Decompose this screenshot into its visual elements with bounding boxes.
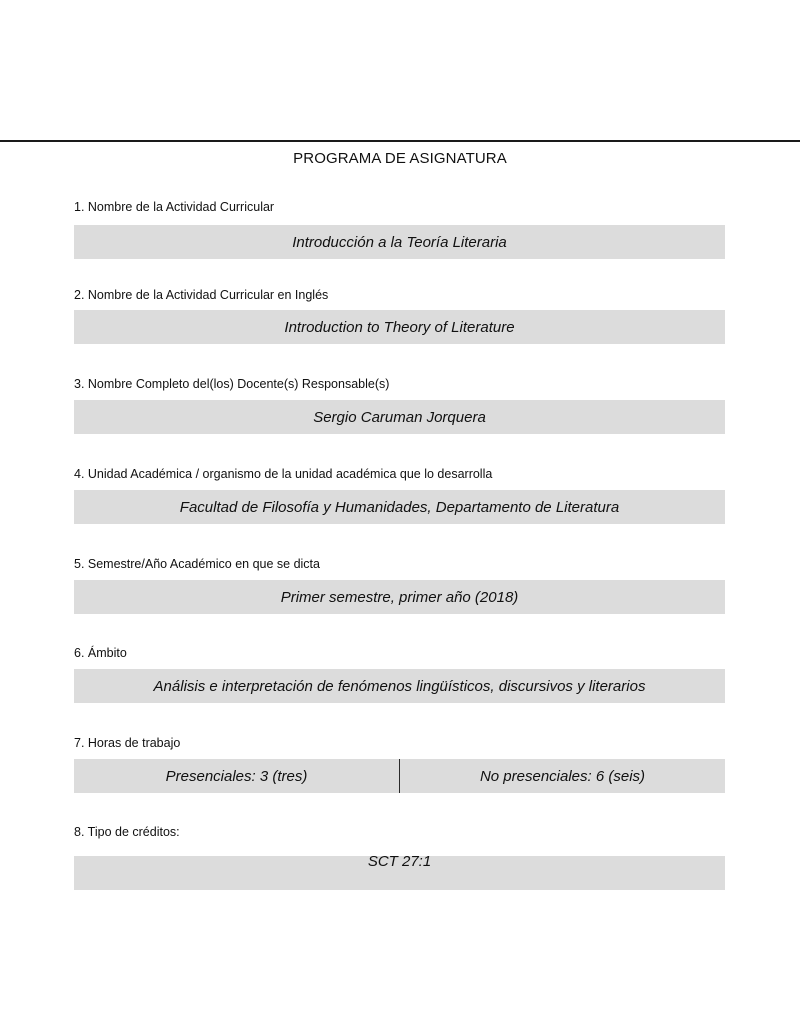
field-value-teachers [74, 400, 725, 434]
field-value-work-hours [74, 759, 725, 793]
header-divider [0, 140, 800, 142]
field-label-academic-unit: 4. Unidad Académica / organismo de la unidad académica que lo desarrolla [74, 467, 493, 481]
field-value-text: SCT 27:1 [367, 853, 432, 870]
field-value-text: Introducción a la Teoría Literaria [292, 233, 507, 251]
document-title: PROGRAMA DE ASIGNATURA [293, 150, 507, 167]
field-value-text: Sergio Caruman Jorquera [313, 408, 486, 426]
field-label-credit-type: 8. Tipo de créditos: [74, 825, 180, 839]
field-label-activity-name-english: 2. Nombre de la Actividad Curricular en Inglés [74, 288, 329, 302]
field-value-text: Primer semestre, primer año (2018) [280, 588, 519, 606]
field-value-activity-name [74, 225, 725, 259]
field-value-scope [74, 669, 725, 703]
work-hours-remote-cell [399, 759, 725, 793]
field-value-semester [74, 580, 725, 614]
field-value-text: Análisis e interpretación de fenómenos lingüísticos, discursivos y literarios [153, 677, 646, 695]
field-label-teachers: 3. Nombre Completo del(los) Docente(s) Responsable(s) [74, 377, 390, 391]
work-hours-in-person-cell [74, 759, 399, 793]
field-value-credit-type [74, 853, 725, 890]
work-hours-remote: No presenciales: 6 (seis) [479, 767, 646, 785]
field-label-activity-name: 1. Nombre de la Actividad Curricular [74, 200, 275, 214]
field-value-activity-name-english [74, 310, 725, 344]
field-value-text: Introduction to Theory of Literature [284, 318, 515, 336]
field-label-scope: 6. Ámbito [74, 646, 127, 660]
field-label-work-hours: 7. Horas de trabajo [74, 736, 181, 750]
field-value-text: Facultad de Filosofía y Humanidades, Departamento de Literatura [179, 498, 620, 516]
field-value-academic-unit [74, 490, 725, 524]
work-hours-in-person: Presenciales: 3 (tres) [165, 767, 308, 785]
field-label-semester: 5. Semestre/Año Académico en que se dicta [74, 557, 320, 571]
